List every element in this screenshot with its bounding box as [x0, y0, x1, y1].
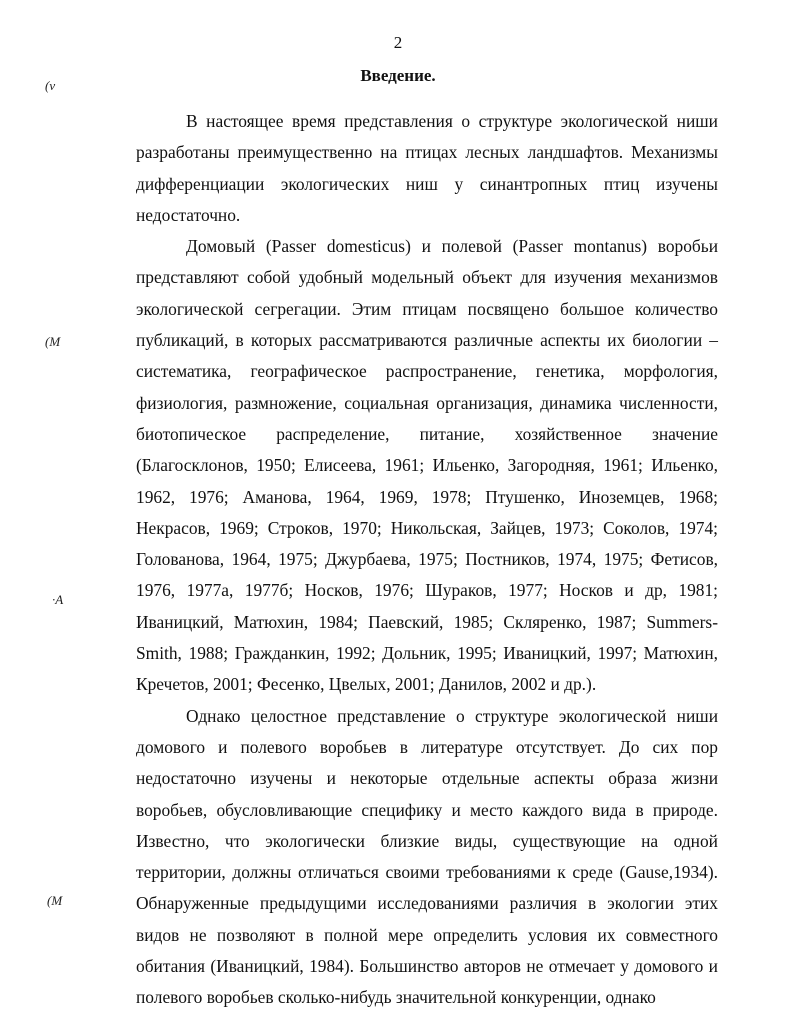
page-number: 2 — [393, 33, 403, 52]
margin-mark: (M — [45, 334, 61, 349]
section-heading: Введение. — [360, 66, 436, 85]
margin-mark: (M — [47, 893, 63, 908]
paragraph: Домовый (Passer domesticus) и полевой (Passer montanus) воробьи представляют собой удобный модельный объект для изучения механизмов экологической сегрегации. Этим птицам посвящено большое количество публикаций, в которых рассматриваются различные аспекты их биологии – систематика, географическое распространение, генетика, морфология, физиология, размножение, социальная организация, динамика численности, биотопическое распределение, питание, хозяйственное значение (Благосклонов, 1950; Елисеева, 1961; Ильенко, Загородняя, 1961; Ильенко, 1962, 1976; Аманова, 1964, 1969, 1978; Птушенко, Иноземцев, 1968; Некрасов, 1969; Строков, 1970; Никольская, Зайцев, 1973; Соколов, 1974; Голованова, 1964, 1975; Джурбаева, 1975; Постников, 1974, 1975; Фетисов, 1976, 1977а, 1977б; Носков, 1976; Шураков, 1977; Носков и др, 1981; Иваницкий, Матюхин, 1984; Паевский, 1985; Скляренко, 1987; Summers-Smith, 1988; Гражданкин, 1992; Дольник, 1995; Иваницкий, 1997; Матюхин, Кречетов, 2001; Фесенко, Цвелых, 2001; Данилов, 2002 и др.). — [136, 236, 718, 695]
margin-mark: (v — [45, 78, 56, 93]
paragraph: В настоящее время представления о структуре экологической ниши разработаны преимущественно на птицах лесных ландшафтов. Механизмы дифференциации экологических ниш у синантропных птиц изучены недостаточно. — [136, 111, 718, 225]
margin-mark: ·A — [52, 592, 64, 607]
paragraph: Однако целостное представление о структуре экологической ниши домового и полевого воробьев в литературе отсутствует. До сих пор недостаточно изучены и некоторые отдельные аспекты образа жизни воробьев, обусловливающие специфику и место каждого вида в природе. Известно, что экологически близкие виды, существующие на одной территории, должны отличаться своими требованиями к среде (Gause,1934). Обнаруженные предыдущими исследованиями различия в экологии этих видов не позволяют в полной мере определить условия их совместного обитания (Иваницкий, 1984). Большинство авторов не отмечает у домового и полевого воробьев сколько-нибудь значительной конкуренции, однако — [136, 705, 718, 1008]
body-text — [136, 106, 718, 1014]
